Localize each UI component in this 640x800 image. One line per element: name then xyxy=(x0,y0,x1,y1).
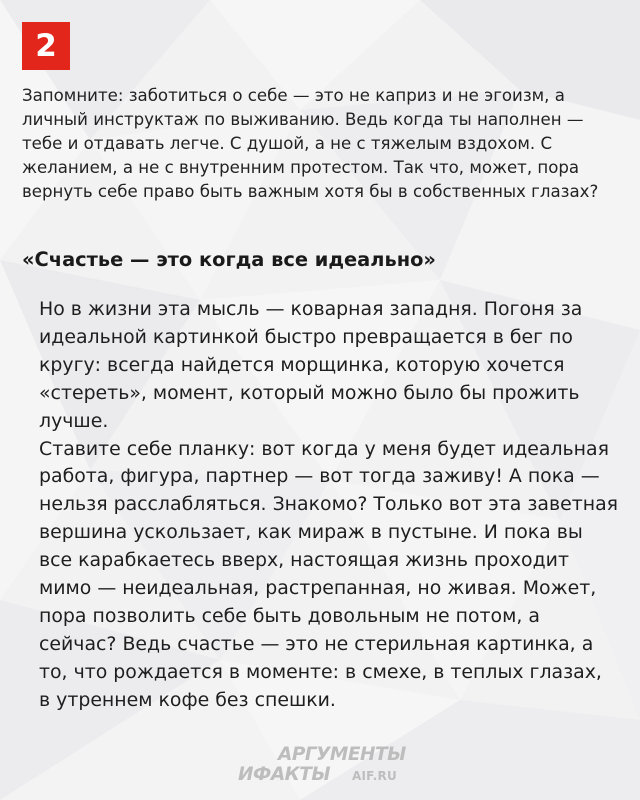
page-number-badge: 2 xyxy=(22,22,70,70)
section-body xyxy=(39,296,619,715)
logo-site: AIF.RU xyxy=(352,769,397,783)
body-paragraph: Ставите себе планку: вот когда у меня будет идеальная работа, фигура, партнер — вот тогда заживу! А пока — нельзя расслабляться. Знакомо? Только вот эта заветная вершина ускользает, как мираж в пустыне. И пока вы все карабкаетесь вверх, настоящая жизнь проходит мимо — неидеальная, растрепанная, но живая. Может, пора позволить себе быть довольным не потом, а сейчас? Ведь счастье — это не стерильная картинка, а то, что рождается в моменте: в смехе, в теплых глазах, в утреннем кофе без спешки. xyxy=(39,437,619,711)
logo-line-2: ИФАКТЫ xyxy=(238,764,331,785)
aif-logo xyxy=(238,744,408,788)
body-paragraph: Но в жизни эта мысль — коварная западня. Погоня за идеальной картинкой быстро превращается в бег по кругу: всегда найдется морщинка, которую хочется «стереть», момент, который можно было бы прожить лучше. xyxy=(39,298,583,432)
intro-paragraph: Запомните: заботиться о себе — это не каприз и не эгоизм, а личный инструктаж по выживанию. Ведь когда ты наполнен — тебе и отдавать легче. С душой, а не с тяжелым вздохом. С желанием, а не с внутренним протестом. Так что, может, пора вернуть себе право быть важным хотя бы в собственных глазах? xyxy=(22,86,599,201)
logo-line-1: АРГУМЕНТЫ xyxy=(278,744,406,765)
section-heading: «Счастье — это когда все идеально» xyxy=(22,248,436,271)
